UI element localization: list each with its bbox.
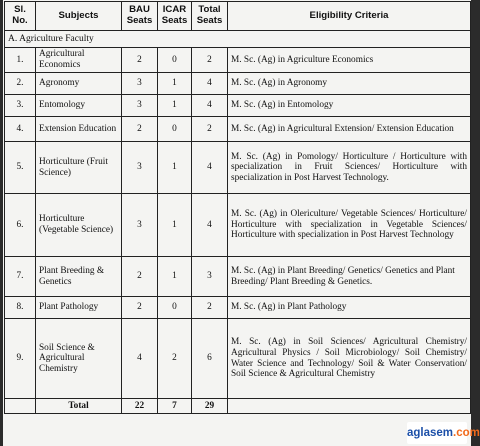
row-criteria: M. Sc. (Ag) in Plant Breeding/ Genetics/ Genetics and Plant Breeding/ Plant Breeding & Genetics.	[228, 257, 471, 297]
row-subject: Soil Science & Agricultural Chemistry	[36, 319, 122, 399]
row-bau-seats: 2	[122, 257, 158, 297]
row-icar-seats: 1	[158, 95, 192, 117]
row-number: 1.	[5, 48, 36, 73]
row-number: 8.	[5, 297, 36, 319]
row-bau-seats: 2	[122, 117, 158, 142]
table-row	[5, 194, 471, 257]
total-criteria-empty	[228, 399, 471, 414]
total-spacer	[5, 399, 36, 414]
row-total-seats: 4	[192, 142, 228, 194]
row-bau-seats: 2	[122, 297, 158, 319]
row-number: 3.	[5, 95, 36, 117]
table-row	[5, 297, 471, 319]
table-row	[5, 142, 471, 194]
table-row	[5, 48, 471, 73]
row-bau-seats: 4	[122, 319, 158, 399]
header-bau-seats: BAU Seats	[122, 2, 158, 31]
row-criteria: M. Sc. (Ag) in Agricultural Extension/ Extension Education	[228, 117, 471, 142]
row-total-seats: 2	[192, 117, 228, 142]
row-icar-seats: 2	[158, 319, 192, 399]
row-criteria: M. Sc. (Ag) in Olericulture/ Vegetable Sciences/ Horticulture/ Horticulture with specialization in Vegetable Sciences/ Horticulture with specialization in Post Harvest Technology	[228, 194, 471, 257]
total-icar-seats: 7	[158, 399, 192, 414]
header-row	[5, 2, 471, 31]
row-criteria: M. Sc. (Ag) in Plant Pathology	[228, 297, 471, 319]
section-title: A. Agriculture Faculty	[5, 31, 471, 48]
row-icar-seats: 1	[158, 142, 192, 194]
row-criteria: M. Sc. (Ag) in Entomology	[228, 95, 471, 117]
seat-matrix-table	[4, 1, 471, 414]
table-row	[5, 73, 471, 95]
total-label: Total	[36, 399, 122, 414]
row-subject: Agricultural Economics	[36, 48, 122, 73]
row-icar-seats: 1	[158, 73, 192, 95]
row-icar-seats: 0	[158, 117, 192, 142]
table-row	[5, 117, 471, 142]
row-subject: Agronomy	[36, 73, 122, 95]
total-total-seats: 29	[192, 399, 228, 414]
row-criteria: M. Sc. (Ag) in Soil Sciences/ Agricultural Chemistry/ Agricultural Physics / Soil Microbiology/ Soil Chemistry/ Water Science and Technology/ Soil & Water Conservation/ Soil Science & Agricultural Chemistry	[228, 319, 471, 399]
total-bau-seats: 22	[122, 399, 158, 414]
document-page	[3, 0, 480, 446]
row-criteria: M. Sc. (Ag) in Pomology/ Horticulture / Horticulture with specialization in Fruit Sciences/ Horticulture with specialization in Post Harvest Technology.	[228, 142, 471, 194]
header-subjects: Subjects	[36, 2, 122, 31]
row-icar-seats: 0	[158, 48, 192, 73]
row-bau-seats: 3	[122, 95, 158, 117]
row-total-seats: 4	[192, 194, 228, 257]
row-criteria: M. Sc. (Ag) in Agronomy	[228, 73, 471, 95]
row-subject: Plant Pathology	[36, 297, 122, 319]
row-icar-seats: 0	[158, 297, 192, 319]
row-total-seats: 3	[192, 257, 228, 297]
row-number: 2.	[5, 73, 36, 95]
header-total-seats: Total Seats	[192, 2, 228, 31]
header-eligibility: Eligibility Criteria	[228, 2, 471, 31]
row-bau-seats: 3	[122, 142, 158, 194]
row-icar-seats: 1	[158, 257, 192, 297]
row-total-seats: 2	[192, 297, 228, 319]
watermark-text-domain: .com	[453, 427, 480, 439]
row-number: 6.	[5, 194, 36, 257]
row-total-seats: 4	[192, 73, 228, 95]
header-icar-seats: ICAR Seats	[158, 2, 192, 31]
row-number: 5.	[5, 142, 36, 194]
section-row	[5, 31, 471, 48]
row-total-seats: 6	[192, 319, 228, 399]
watermark-logo	[407, 422, 480, 444]
row-subject: Plant Breeding & Genetics	[36, 257, 122, 297]
row-subject: Extension Education	[36, 117, 122, 142]
watermark-text-main: aglasem	[407, 427, 454, 439]
row-subject: Horticulture (Fruit Science)	[36, 142, 122, 194]
table-row	[5, 319, 471, 399]
row-bau-seats: 3	[122, 194, 158, 257]
row-total-seats: 4	[192, 95, 228, 117]
header-slno: Sl. No.	[5, 2, 36, 31]
row-subject: Entomology	[36, 95, 122, 117]
row-criteria: M. Sc. (Ag) in Agriculture Economics	[228, 48, 471, 73]
row-number: 7.	[5, 257, 36, 297]
total-row	[5, 399, 471, 414]
row-number: 4.	[5, 117, 36, 142]
table-row	[5, 95, 471, 117]
table-row	[5, 257, 471, 297]
row-total-seats: 2	[192, 48, 228, 73]
row-icar-seats: 1	[158, 194, 192, 257]
row-bau-seats: 2	[122, 48, 158, 73]
row-bau-seats: 3	[122, 73, 158, 95]
row-subject: Horticulture (Vegetable Science)	[36, 194, 122, 257]
row-number: 9.	[5, 319, 36, 399]
